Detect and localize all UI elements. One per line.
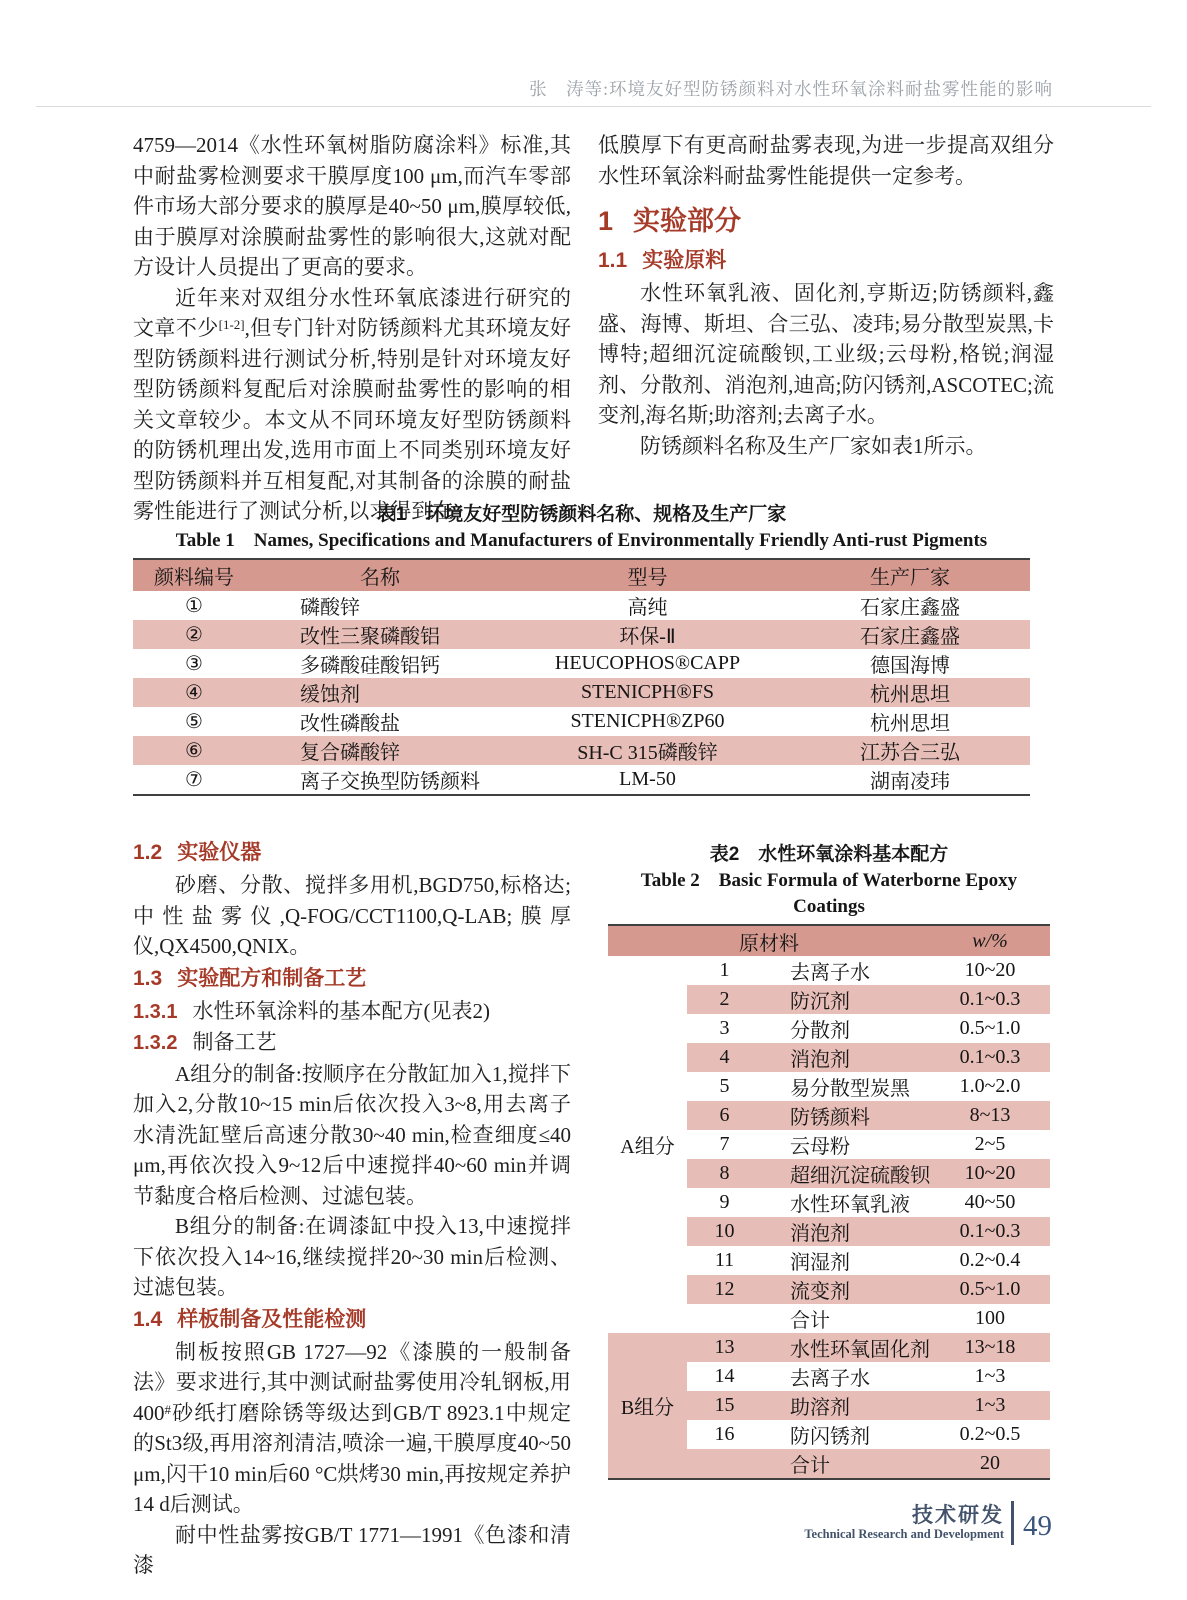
section-number: 1.2	[133, 841, 163, 864]
cell: 去离子水	[790, 1368, 870, 1390]
cell: 云母粉	[790, 1136, 850, 1158]
cell: 0.5~1.0	[959, 1017, 1021, 1039]
section-number: 1	[598, 206, 614, 236]
cell: 缓蚀剂	[255, 678, 505, 707]
footer-section-cn: 技术研发	[912, 1504, 1004, 1527]
cell	[687, 1449, 762, 1479]
cell: 环保-Ⅱ	[505, 620, 790, 649]
page-footer	[804, 1498, 1052, 1548]
cell: 10~20	[964, 959, 1016, 981]
table-row	[133, 620, 1030, 649]
cell: 湖南凌玮	[870, 771, 950, 793]
cell: 润湿剂	[790, 1252, 850, 1274]
paragraph	[133, 283, 571, 527]
right-column-top	[598, 130, 1054, 461]
cell: 1	[719, 959, 730, 981]
paragraph: 防锈颜料名称及生产厂家如表1所示。	[640, 433, 987, 458]
cell: 7	[719, 1133, 730, 1155]
section-number: 1.3.2	[133, 1032, 178, 1054]
cell: ③	[185, 653, 203, 675]
left-column-bottom	[133, 836, 571, 1581]
cell: 防沉剂	[762, 985, 930, 1014]
footer-section-en: Technical Research and Development	[804, 1527, 1004, 1541]
cell: 8	[687, 1159, 762, 1188]
table-row	[133, 736, 1030, 765]
paragraph-text: 近年来对双组分水性环氧底漆进行研究的文章不少	[133, 285, 571, 340]
cell: 杭州思坦	[870, 713, 950, 735]
cell: 合计	[790, 1310, 830, 1332]
column-header: 型号	[505, 559, 790, 591]
paragraph-text: ,但专门针对防锈颜料尤其环境友好型防锈颜料进行测试分析,特别是针对环境友好型防锈颜料复配后对涂膜耐盐雾性的影响的相关文章较少。本文从不同环境友好型防锈颜料的防锈机理出发,选用市面上不同类别环境友好型防锈颜料并互相复配,对其制备的涂膜的耐盐雾性能进行了测试分析,以求得到在	[133, 316, 572, 523]
cell: 2~5	[974, 1133, 1006, 1155]
header-rule	[36, 106, 1151, 107]
cell: 去离子水	[790, 962, 870, 984]
paragraph: B组分的制备:在调漆缸中投入13,中速搅拌下依次投入14~16,继续搅拌20~30 min后检测、过滤包装。	[133, 1214, 571, 1299]
cell: 多磷酸硅酸铝钙	[300, 655, 440, 677]
cell: 5	[719, 1075, 730, 1097]
cell: 磷酸锌	[300, 597, 360, 619]
cell: 德国海博	[870, 655, 950, 677]
superscript: #	[164, 1401, 171, 1417]
cell: ⑤	[185, 711, 203, 733]
column-header: w/%	[930, 925, 1050, 956]
cell: 离子交换型防锈颜料	[300, 771, 480, 793]
cell: 0.2~0.5	[959, 1423, 1021, 1445]
cell: 0.1~0.3	[930, 1217, 1050, 1246]
table-row	[133, 649, 1030, 678]
cell: 14	[714, 1365, 735, 1387]
cell: 9	[719, 1191, 730, 1213]
section-number: 1.1	[598, 249, 628, 272]
cell: 改性三聚磷酸铝	[255, 620, 505, 649]
cell: 12	[687, 1275, 762, 1304]
cell: STENICPH®FS	[505, 678, 790, 707]
cell: 助溶剂	[762, 1391, 930, 1420]
cell: 防锈颜料	[762, 1101, 930, 1130]
cell: 40~50	[964, 1191, 1016, 1213]
cell: 改性磷酸盐	[300, 713, 400, 735]
section-number: 1.3	[133, 966, 163, 990]
page-number: 49	[1023, 1510, 1052, 1542]
cell: LM-50	[619, 768, 676, 790]
cell: 复合磷酸锌	[255, 736, 505, 765]
section-1-3-1-heading	[133, 996, 571, 1028]
column-header: 名称	[255, 559, 505, 591]
cell: ⑥	[133, 736, 255, 765]
paragraph	[133, 1337, 571, 1520]
cell: 0.1~0.3	[930, 1043, 1050, 1072]
cell: 100	[975, 1307, 1005, 1329]
section-1-4-heading	[133, 1305, 571, 1335]
section-1-heading	[598, 205, 1054, 237]
cell: 13	[687, 1333, 762, 1362]
citation-superscript: [1-2]	[218, 317, 245, 332]
table1-header-row	[133, 559, 1030, 591]
table1-block	[133, 502, 1030, 796]
footer-section	[804, 1504, 1004, 1542]
paragraph: 低膜厚下有更高耐盐雾表现,为进一步提高双组分水性环氧涂料耐盐雾性能提供一定参考。	[598, 133, 1054, 188]
cell: 水性环氧固化剂	[762, 1333, 930, 1362]
cell: 杭州思坦	[790, 678, 1030, 707]
cell: ④	[133, 678, 255, 707]
cell: 流变剂	[762, 1275, 930, 1304]
column-header: 颜料编号	[133, 559, 255, 591]
cell: 0.1~0.3	[930, 985, 1050, 1014]
paragraph: A组分的制备:按顺序在分散缸加入1,搅拌下加入2,分散10~15 min后依次投入3~8,用去离子水清洗缸壁后高速分散30~40 min,检查细度≤40 μm,再依次投入9~12后中速搅拌40~60 min并调节黏度合格后检测、过滤包装。	[133, 1061, 571, 1208]
section-1-1-heading	[598, 246, 1054, 276]
paragraph-text: 砂纸打磨除锈等级达到GB/T 8923.1中规定的St3级,再用溶剂清洁,喷涂一遍,干膜厚度40~50 μm,闪干10 min后60 °C烘烤30 min,再按规定养护14 d后测试。	[133, 1400, 571, 1516]
table1	[133, 558, 1030, 796]
cell: 4	[687, 1043, 762, 1072]
paragraph: 耐中性盐雾按GB/T 1771—1991《色漆和清漆	[133, 1522, 571, 1577]
table-row	[133, 591, 1030, 620]
cell: 高纯	[627, 597, 668, 619]
group-a-label: A组分	[620, 1136, 675, 1158]
cell: 分散剂	[790, 1020, 850, 1042]
table2-caption-cn: 表2 水性环氧涂料基本配方	[709, 844, 949, 865]
section-title: 制备工艺	[192, 1030, 277, 1054]
cell: 消泡剂	[762, 1217, 930, 1246]
section-title: 实验原料	[642, 249, 727, 272]
cell: 石家庄鑫盛	[860, 597, 960, 619]
section-title: 实验配方和制备工艺	[177, 966, 367, 990]
table-row	[608, 1333, 1050, 1362]
table2	[608, 924, 1050, 1480]
paragraph: 4759—2014《水性环氧树脂防腐涂料》标准,其中耐盐雾检测要求干膜厚度100 μm,而汽车零部件市场大部分要求的膜厚是40~50 μm,膜厚较低,由于膜厚对涂膜耐盐雾性的影响很大,这就对配方设计人员提出了更高的要求。	[133, 133, 571, 279]
cell: 8~13	[930, 1101, 1050, 1130]
cell: 15	[687, 1391, 762, 1420]
paragraph: 砂磨、分散、搅拌多用机,BGD750,标格达;中性盐雾仪,Q-FOG/CCT1100,Q-LAB;膜厚仪,QX4500,QNIX。	[133, 873, 571, 958]
paragraph: 水性环氧乳液、固化剂,亨斯迈;防锈颜料,鑫盛、海博、斯坦、合三弘、凌玮;易分散型炭黑,卡博特;超细沉淀硫酸钡,工业级;云母粉,格锐;润湿剂、分散剂、消泡剂,迪高;防闪锈剂,ASCOTEC;流变剂,海名斯;助溶剂;去离子水。	[598, 281, 1054, 427]
cell: 0.5~1.0	[930, 1275, 1050, 1304]
cell: 3	[719, 1017, 730, 1039]
cell: 1.0~2.0	[959, 1075, 1021, 1097]
paragraph-text: 制板按照GB 1727—92《漆膜的一般制备法》要求进行,其中测试耐盐雾使用冷轧钢板,用400	[133, 1339, 571, 1425]
group-b-label: B组分	[608, 1333, 687, 1479]
cell: 16	[714, 1423, 735, 1445]
section-1-2-heading	[133, 838, 571, 868]
column-header: 生产厂家	[790, 559, 1030, 591]
cell: 6	[687, 1101, 762, 1130]
table-row	[133, 765, 1030, 795]
table-row	[608, 956, 1050, 985]
cell: 20	[930, 1449, 1050, 1479]
table2-caption-en: Table 2 Basic Formula of Waterborne Epoxy Coatings	[640, 870, 1018, 917]
cell: SH-C 315磷酸锌	[505, 736, 790, 765]
column-header: 原材料	[608, 925, 930, 956]
section-1-3-heading	[133, 964, 571, 994]
section-title: 实验部分	[633, 206, 742, 236]
section-1-3-2-heading	[133, 1027, 571, 1059]
cell: 消泡剂	[762, 1043, 930, 1072]
table-row	[133, 678, 1030, 707]
section-number: 1.3.1	[133, 1000, 178, 1023]
table2-block	[608, 842, 1050, 1480]
cell: 13~18	[930, 1333, 1050, 1362]
cell: 1~3	[974, 1365, 1006, 1387]
cell	[687, 1304, 762, 1333]
section-number: 1.4	[133, 1307, 163, 1331]
cell: 1~3	[930, 1391, 1050, 1420]
cell: 防闪锈剂	[790, 1426, 870, 1448]
cell: HEUCOPHOS®CAPP	[554, 652, 741, 674]
table1-caption-cn: 表1 环境友好型防锈颜料名称、规格及生产厂家	[376, 504, 787, 525]
cell: STENICPH®ZP60	[570, 710, 725, 732]
cell: 合计	[762, 1449, 930, 1479]
table1-caption-en: Table 1 Names, Specifications and Manufacturers of Environmentally Friendly Anti-rust Pigments	[175, 530, 988, 551]
cell: 2	[687, 985, 762, 1014]
cell: 易分散型炭黑	[790, 1078, 910, 1100]
cell: 10	[687, 1217, 762, 1246]
cell: 江苏合三弘	[790, 736, 1030, 765]
cell: ⑦	[185, 769, 203, 791]
section-title: 水性环氧涂料的基本配方(见表2)	[192, 998, 490, 1023]
cell: 石家庄鑫盛	[790, 620, 1030, 649]
section-title: 样板制备及性能检测	[177, 1307, 367, 1331]
cell: ①	[185, 595, 203, 617]
cell: 超细沉淀硫酸钡	[762, 1159, 930, 1188]
left-column-top	[133, 130, 571, 527]
cell: ②	[133, 620, 255, 649]
cell: 0.2~0.4	[959, 1249, 1021, 1271]
cell: 11	[714, 1249, 735, 1271]
footer-divider	[1011, 1501, 1014, 1545]
cell: 水性环氧乳液	[790, 1194, 910, 1216]
table2-header-row	[608, 925, 1050, 956]
running-head: 张 涛等:环境友好型防锈颜料对水性环氧涂料耐盐雾性能的影响	[529, 79, 1053, 99]
cell: 10~20	[930, 1159, 1050, 1188]
section-title: 实验仪器	[177, 841, 262, 864]
table-row	[133, 707, 1030, 736]
